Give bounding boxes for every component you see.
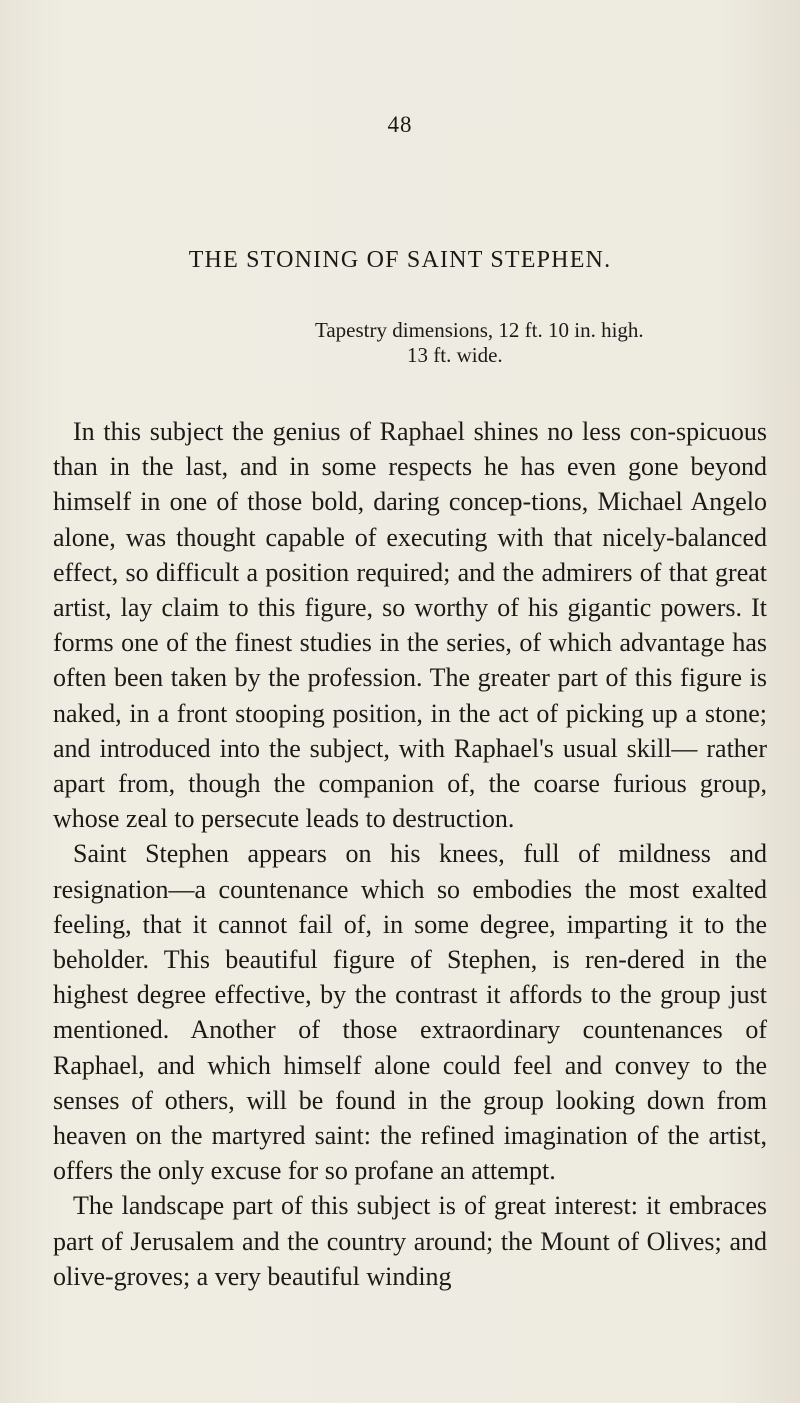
dimensions-width: 13 ft. wide. [407, 343, 503, 367]
paragraph: In this subject the genius of Raphael shines no less con-spicuous than in the last, and in some respects he has even gone beyond himself in one of those bold, daring concep-tions, Michael Angelo alone, was thought capable of executing with that nicely-balanced effect, so difficult a position required; and the admirers of that great artist, lay claim to this figure, so worthy of his gigantic powers. It forms one of the finest studies in the series, of which advantage has often been taken by the profession. The greater part of this figure is naked, in a front stooping position, in the act of picking up a stone; and introduced into the subject, with Raphael's usual skill— rather apart from, though the companion of, the coarse furious group, whose zeal to persecute leads to destruction. [53, 417, 767, 834]
tapestry-dimensions [315, 318, 644, 368]
body-text [53, 414, 767, 1294]
page-number: 48 [387, 112, 413, 137]
dimensions-height: Tapestry dimensions, 12 ft. 10 in. high. [315, 318, 644, 342]
paragraph: The landscape part of this subject is of great interest: it embraces part of Jerusalem and the country around; the Mount of Olives; and olive-groves; a very beautiful winding [53, 1191, 767, 1291]
section-title: THE STONING OF SAINT STEPHEN. [188, 247, 612, 273]
paragraph: Saint Stephen appears on his knees, full of mildness and resignation—a countenance which so embodies the most exalted feeling, that it cannot fail of, in some degree, imparting it to the beholder. This beautiful figure of Stephen, is ren-dered in the highest degree effective, by the contrast it affords to the group just mentioned. Another of those extraordinary countenances of Raphael, and which himself alone could feel and convey to the senses of others, will be found in the group looking down from heaven on the martyred saint: the refined imagination of the artist, offers the only excuse for so profane an attempt. [53, 839, 767, 1186]
